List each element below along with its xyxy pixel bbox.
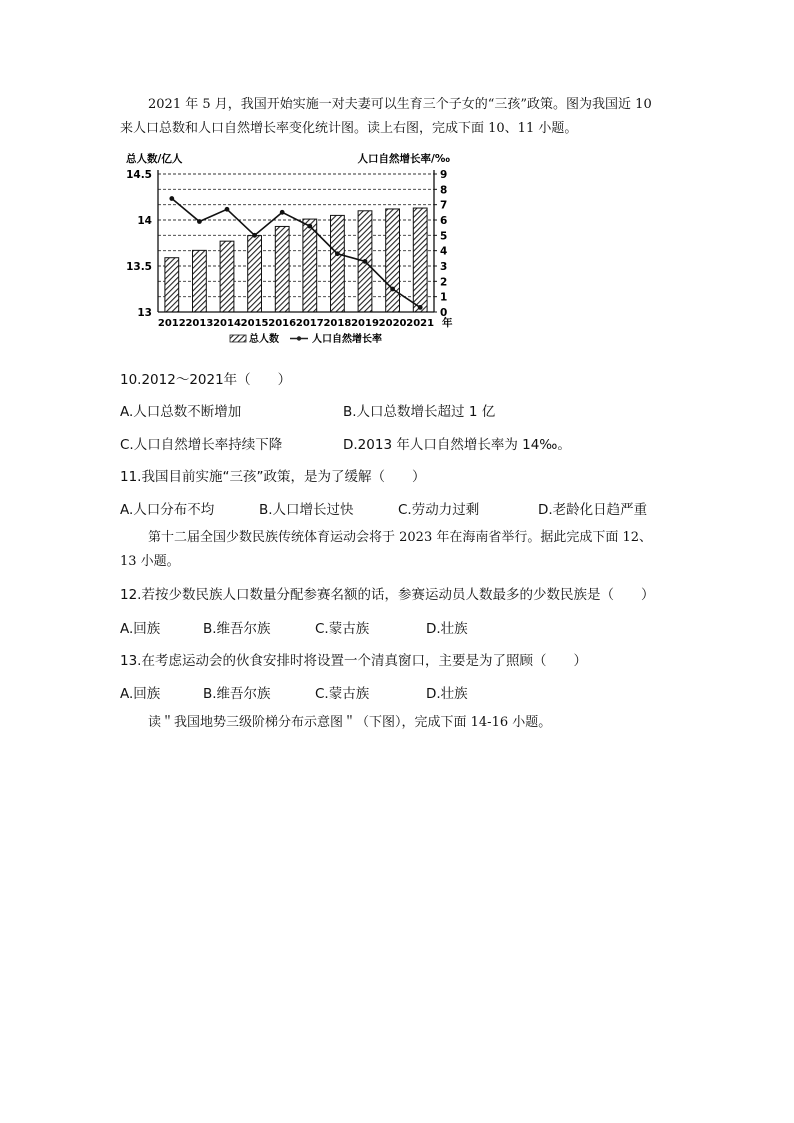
left-tick-label: 13 — [137, 307, 152, 319]
x-tick-label: 2019 — [351, 318, 379, 329]
line-point — [307, 224, 312, 229]
q11-option-b: B.人口增长过快 — [259, 502, 354, 518]
right-tick-label: 0 — [440, 307, 448, 319]
growth-rate-line — [172, 199, 420, 308]
q12-option-d: D.壮族 — [426, 621, 468, 637]
bar — [248, 236, 262, 312]
left-tick-label: 14 — [137, 215, 152, 227]
population-chart — [118, 150, 458, 350]
intro-3-line-1: 读＂我国地势三级阶梯分布示意图＂（下图），完成下面 14-16 小题。 — [148, 715, 552, 730]
right-tick-label: 8 — [440, 184, 448, 197]
bar — [331, 215, 345, 312]
x-tick-label: 2017 — [295, 318, 324, 329]
intro-2-line-2: 13 小题。 — [120, 554, 180, 569]
x-tick-label: 2012 — [157, 318, 186, 329]
bar — [165, 258, 179, 312]
right-tick-label: 9 — [440, 169, 448, 181]
intro-1-line-1: 2021 年 5 月，我国开始实施一对夫妻可以生育三个子女的“三孩”政策。图为我国近 10 — [148, 97, 652, 112]
bar — [275, 226, 289, 312]
right-tick-label: 2 — [440, 276, 448, 289]
q12-option-c: C.蒙古族 — [315, 621, 370, 637]
question-11-stem: 11.我国目前实施“三孩”政策，是为了缓解（ ） — [120, 469, 426, 485]
legend-bar-swatch — [230, 335, 246, 342]
q10-option-d: D.2013 年人口自然增长率为 14‰。 — [343, 437, 571, 453]
bar — [193, 250, 207, 312]
q13-option-d: D.壮族 — [426, 686, 468, 702]
x-tick-label: 2018 — [323, 318, 352, 329]
line-point — [197, 219, 202, 224]
right-tick-label: 6 — [440, 215, 448, 227]
q12-option-a: A.回族 — [120, 621, 161, 637]
x-axis-suffix: 年 — [442, 317, 453, 329]
q12-option-b: B.维吾尔族 — [203, 621, 271, 637]
right-tick-label: 1 — [440, 291, 448, 304]
x-tick-label: 2013 — [185, 318, 214, 329]
line-point — [390, 287, 395, 292]
q11-option-a: A.人口分布不均 — [120, 502, 215, 518]
q10-option-a: A.人口总数不断增加 — [120, 404, 242, 420]
q11-option-c: C.劳动力过剩 — [398, 502, 480, 518]
legend-bar-label: 总人数 — [249, 334, 279, 345]
line-point — [225, 207, 230, 212]
question-10-stem: 10.2012～2021年（ ） — [120, 372, 292, 388]
bar — [413, 208, 427, 312]
right-tick-label: 4 — [440, 245, 448, 258]
q13-option-a: A.回族 — [120, 686, 161, 702]
right-tick-label: 7 — [440, 199, 448, 212]
left-tick-label: 13.5 — [126, 261, 152, 273]
question-13-stem: 13.在考虑运动会的伙食安排时将设置一个清真窗口，主要是为了照顾（ ） — [120, 653, 587, 669]
chart-legend — [230, 332, 382, 345]
q13-option-b: B.维吾尔族 — [203, 686, 271, 702]
left-tick-label: 14.5 — [126, 169, 152, 181]
bar — [303, 219, 317, 312]
line-point — [169, 196, 174, 201]
bar — [220, 241, 234, 312]
line-point — [252, 233, 257, 238]
line-point — [335, 251, 340, 256]
q13-option-c: C.蒙古族 — [315, 686, 370, 702]
line-point — [418, 305, 423, 310]
bar — [386, 209, 400, 312]
left-axis-label: 总人数/亿人 — [126, 153, 183, 165]
q10-option-c: C.人口自然增长率持续下降 — [120, 437, 283, 453]
intro-2-line-1: 第十二届全国少数民族传统体育运动会将于 2023 年在海南省举行。据此完成下面 12、 — [148, 530, 653, 545]
line-point — [280, 210, 285, 215]
line-point — [363, 259, 368, 264]
x-tick-label: 2020 — [378, 318, 407, 329]
intro-1-line-2: 来人口总数和人口自然增长率变化统计图。读上右图，完成下面 10、11 小题。 — [120, 121, 578, 136]
x-tick-label: 2016 — [268, 318, 297, 329]
right-tick-label: 5 — [440, 230, 448, 243]
legend-line-marker — [297, 336, 301, 340]
q11-option-d: D.老龄化日趋严重 — [538, 502, 648, 518]
x-tick-label: 2015 — [240, 318, 269, 329]
x-tick-label: 2021 — [406, 318, 435, 329]
right-tick-label: 3 — [440, 261, 448, 273]
chart-line — [169, 196, 422, 310]
question-12-stem: 12.若按少数民族人口数量分配参赛名额的话，参赛运动员人数最多的少数民族是（ ） — [120, 587, 655, 603]
legend-line-label: 人口自然增长率 — [312, 334, 382, 345]
q10-option-b: B.人口总数增长超过 1 亿 — [343, 404, 496, 420]
x-tick-label: 2014 — [213, 318, 241, 329]
right-axis-label: 人口自然增长率/‰ — [357, 153, 450, 165]
